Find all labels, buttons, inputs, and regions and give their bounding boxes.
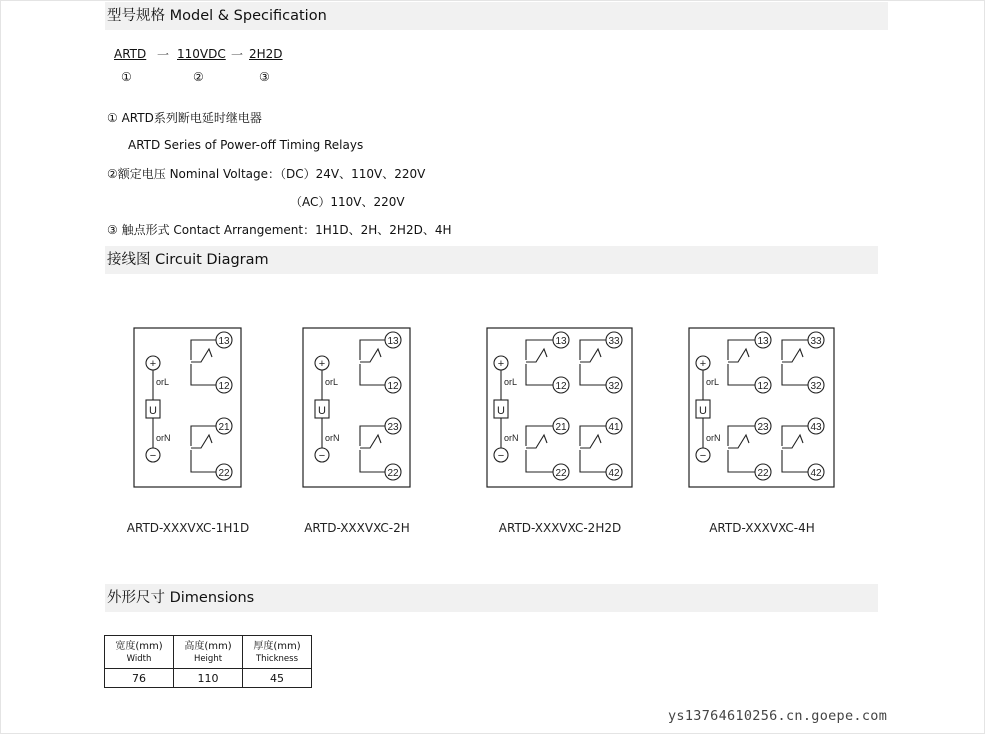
terminal-32: 32 bbox=[608, 381, 620, 392]
terminal-21: 21 bbox=[555, 422, 567, 433]
section-header-dimensions: 外形尺寸 Dimensions bbox=[105, 584, 878, 612]
terminal-33: 33 bbox=[810, 336, 822, 347]
section-header-circuit: 接线图 Circuit Diagram bbox=[105, 246, 878, 274]
terminal-13: 13 bbox=[757, 336, 769, 347]
model-code-voltage: 110VDC bbox=[177, 47, 226, 61]
terminal-23: 23 bbox=[757, 422, 769, 433]
plus-terminal-label: + bbox=[318, 358, 326, 370]
table-header-height bbox=[174, 636, 243, 669]
orn-label: orN bbox=[156, 433, 171, 443]
terminal-13: 13 bbox=[218, 336, 230, 347]
model-code-index-1: ① bbox=[121, 70, 132, 84]
terminal-13: 13 bbox=[387, 336, 399, 347]
model-code-dash: 一 bbox=[231, 48, 244, 62]
coil-label: U bbox=[149, 405, 157, 417]
spec-series-cn: ① ARTD系列断电延时继电器 bbox=[107, 111, 262, 125]
terminal-42: 42 bbox=[810, 468, 822, 479]
terminal-12: 12 bbox=[757, 381, 769, 392]
model-code-index-3: ③ bbox=[259, 70, 270, 84]
model-code-contact: 2H2D bbox=[249, 47, 283, 61]
minus-terminal-label: − bbox=[699, 450, 707, 462]
table-row bbox=[105, 669, 312, 688]
terminal-21: 21 bbox=[218, 422, 230, 433]
terminal-41: 41 bbox=[608, 422, 620, 433]
terminal-33: 33 bbox=[608, 336, 620, 347]
terminal-22: 22 bbox=[555, 468, 567, 479]
orl-label: orL bbox=[706, 377, 720, 387]
circuit-diagram-4h bbox=[688, 327, 836, 489]
table-header-width bbox=[105, 636, 174, 669]
section-header-model: 型号规格 Model & Specification bbox=[105, 2, 888, 30]
diagram-caption-2h2d: ARTD-XXXVXC-2H2D bbox=[498, 521, 622, 535]
terminal-22: 22 bbox=[218, 468, 230, 479]
spec-series-en: ARTD Series of Power-off Timing Relays bbox=[128, 138, 364, 152]
table-header-row bbox=[105, 636, 312, 669]
orn-label: orN bbox=[706, 433, 721, 443]
height-label-cn: 高度(mm) bbox=[184, 640, 232, 652]
width-label-cn: 宽度(mm) bbox=[115, 640, 163, 652]
terminal-13: 13 bbox=[555, 336, 567, 347]
terminal-23: 23 bbox=[387, 422, 399, 433]
terminal-22: 22 bbox=[757, 468, 769, 479]
circuit-diagram-2h bbox=[302, 327, 412, 489]
circuit-diagram-1h1d bbox=[133, 327, 243, 489]
spec-contact: ③ 触点形式 Contact Arrangement：1H1D、2H、2H2D、4H bbox=[107, 223, 452, 237]
orn-label: orN bbox=[325, 433, 340, 443]
diagram-caption-4h: ARTD-XXXVXC-4H bbox=[709, 521, 815, 535]
diagram-caption-1h1d: ARTD-XXXVXC-1H1D bbox=[126, 521, 250, 535]
width-label-en: Width bbox=[126, 653, 152, 664]
site-watermark: ys13764610256.cn.goepe.com bbox=[668, 708, 888, 724]
width-value: 76 bbox=[105, 669, 174, 688]
thickness-label-cn: 厚度(mm) bbox=[253, 640, 301, 652]
circuit-diagram-2h2d bbox=[486, 327, 634, 489]
terminal-12: 12 bbox=[387, 381, 399, 392]
minus-terminal-label: − bbox=[318, 450, 326, 462]
minus-terminal-label: − bbox=[149, 450, 157, 462]
diagram-caption-2h: ARTD-XXXVXC-2H bbox=[304, 521, 410, 535]
terminal-43: 43 bbox=[810, 422, 822, 433]
orl-label: orL bbox=[156, 377, 170, 387]
orl-label: orL bbox=[325, 377, 339, 387]
terminal-32: 32 bbox=[810, 381, 822, 392]
model-code-dash: 一 bbox=[157, 48, 170, 62]
model-code-index-2: ② bbox=[193, 70, 204, 84]
coil-label: U bbox=[318, 405, 326, 417]
spec-voltage-ac: （AC）110V、220V bbox=[290, 195, 405, 209]
table-header-thickness bbox=[243, 636, 312, 669]
terminal-22: 22 bbox=[387, 468, 399, 479]
orl-label: orL bbox=[504, 377, 518, 387]
minus-terminal-label: − bbox=[497, 450, 505, 462]
dimensions-table bbox=[104, 635, 312, 688]
terminal-42: 42 bbox=[608, 468, 620, 479]
thickness-value: 45 bbox=[243, 669, 312, 688]
coil-label: U bbox=[497, 405, 505, 417]
thickness-label-en: Thickness bbox=[255, 653, 298, 664]
height-value: 110 bbox=[174, 669, 243, 688]
orn-label: orN bbox=[504, 433, 519, 443]
terminal-12: 12 bbox=[555, 381, 567, 392]
plus-terminal-label: + bbox=[699, 358, 707, 370]
plus-terminal-label: + bbox=[497, 358, 505, 370]
height-label-en: Height bbox=[193, 653, 223, 664]
terminal-12: 12 bbox=[218, 381, 230, 392]
spec-voltage-dc: ②额定电压 Nominal Voltage：（DC）24V、110V、220V bbox=[107, 167, 426, 181]
coil-label: U bbox=[699, 405, 707, 417]
model-code-series: ARTD bbox=[114, 47, 147, 61]
plus-terminal-label: + bbox=[149, 358, 157, 370]
